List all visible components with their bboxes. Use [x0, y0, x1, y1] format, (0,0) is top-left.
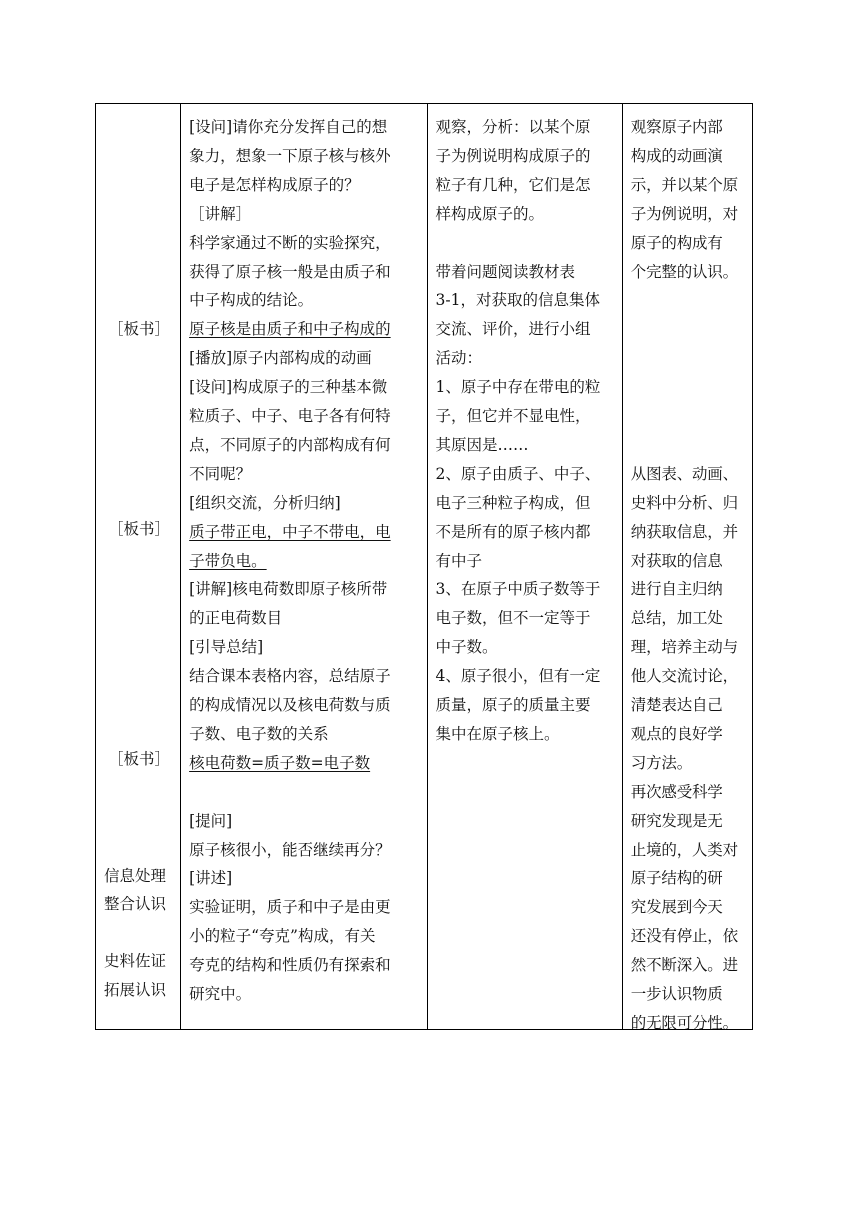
design-intent-line: 观点的良好学 — [630, 724, 723, 743]
design-intent-line: 个完整的认识。 — [630, 262, 738, 281]
design-intent-line: 清楚表达自己 — [630, 696, 723, 714]
student-activity-line: 子为例说明构成原子的 — [435, 146, 591, 165]
student-activity-line: 3、在原子中质子数等于 — [435, 580, 601, 599]
teacher-notes-column — [96, 104, 181, 1030]
design-intent-line: 止境的，人类对 — [630, 840, 738, 859]
teacher-activity-line: 中子构成的结论。 — [189, 291, 314, 310]
student-activity-line: 观察，分析：以某个原 — [435, 118, 591, 136]
design-intent-line: 子为例说明，对 — [630, 204, 738, 223]
teacher-activity-line: 原子核是由质子和中子构成的 — [189, 320, 391, 339]
teacher-activity-line: 质子带正电，中子不带电，电 — [189, 522, 391, 541]
teacher-activity-column — [181, 104, 427, 1030]
design-intent-line: 究发展到今天 — [630, 898, 723, 917]
student-activity-line: 样构成原子的。 — [435, 204, 545, 223]
teacher-activity-line: [设问]请你充分发挥自己的想 — [189, 118, 388, 136]
design-intent-line: 纳获取信息，并 — [630, 522, 738, 541]
student-activity-line: 粒子有几种，它们是怎 — [435, 175, 591, 194]
design-intent-column — [622, 104, 752, 1030]
design-intent-line: 理，培养主动与 — [630, 638, 738, 657]
student-activity-line: 不是所有的原子核内都 — [435, 522, 591, 541]
competency-label: 整合认识 — [104, 895, 167, 913]
student-activity-line: 交流、评价，进行小组 — [435, 320, 591, 339]
design-intent-line: 原子的构成有 — [630, 233, 723, 252]
teacher-activity-line: [播放]原子内部构成的动画 — [189, 349, 372, 368]
student-activity-line: 2、原子由质子、中子、 — [435, 464, 601, 483]
student-activity-line: 3-1，对获取的信息集体 — [435, 291, 600, 310]
design-intent-line: 史料中分析、归 — [630, 493, 738, 512]
student-activity-line: 其原因是…… — [435, 435, 529, 454]
design-intent-line: 一步认识物质 — [630, 985, 723, 1003]
student-activity-line: 电子数，但不一定等于 — [435, 609, 591, 628]
lesson-plan-table — [95, 103, 753, 1030]
student-activity-line: 电子三种粒子构成，但 — [435, 493, 591, 512]
board-note-label: ［板书］ — [108, 320, 171, 338]
teacher-activity-line: 科学家通过不断的实验探究， — [189, 233, 391, 252]
student-activity-line: 质量，原子的质量主要 — [435, 696, 591, 714]
teacher-activity-line: 子数、电子数的关系 — [189, 724, 329, 743]
teacher-activity-line: 电子是怎样构成原子的？ — [189, 175, 360, 194]
design-intent-line: 的无限可分性。 — [630, 1013, 738, 1032]
competency-label: 史料佐证 — [104, 952, 167, 970]
board-note-label: ［板书］ — [108, 750, 171, 768]
design-intent-line: 还没有停止，依 — [630, 927, 738, 946]
design-intent-line: 观察原子内部 — [630, 118, 723, 136]
teacher-activity-line: 子带负电。 — [189, 551, 267, 570]
design-intent-line: 再次感受科学 — [630, 782, 723, 801]
teacher-activity-line: 小的粒子“夸克”构成，有关 — [189, 927, 376, 946]
design-intent-line: 构成的动画演 — [630, 146, 723, 165]
teacher-activity-line: [提问] — [189, 811, 233, 830]
design-intent-line: 进行自主归纳 — [630, 580, 723, 599]
teacher-activity-line: 获得了原子核一般是由质子和 — [189, 262, 391, 281]
board-note-label: ［板书］ — [108, 520, 171, 538]
teacher-activity-line: [组织交流，分析归纳] — [189, 493, 341, 512]
teacher-activity-line: 实验证明，质子和中子是由更 — [189, 898, 391, 917]
student-activity-line: 带着问题阅读教材表 — [435, 262, 576, 281]
competency-label: 拓展认识 — [104, 981, 167, 999]
teacher-activity-line: 不同呢？ — [189, 464, 252, 483]
teacher-activity-line: 的正电荷数目 — [189, 609, 283, 628]
design-intent-line: 示，并以某个原 — [630, 175, 738, 194]
student-activity-line: 1、原子中存在带电的粒 — [435, 378, 601, 397]
student-activity-column — [427, 104, 622, 1030]
teacher-activity-line: 研究中。 — [189, 985, 252, 1003]
teacher-activity-line: 粒质子、中子、电子各有何特 — [189, 407, 391, 425]
teacher-activity-line: 象力，想象一下原子核与核外 — [189, 146, 391, 165]
student-activity-line: 4、原子很小，但有一定 — [435, 667, 601, 686]
teacher-activity-line: 点，不同原子的内部构成有何 — [189, 435, 391, 454]
student-activity-line: 集中在原子核上。 — [435, 724, 560, 743]
teacher-activity-line: [设问]构成原子的三种基本微 — [189, 378, 388, 397]
design-intent-line: 总结，加工处 — [630, 609, 723, 628]
design-intent-line: 研究发现是无 — [630, 811, 723, 830]
design-intent-line: 原子结构的研 — [630, 869, 723, 888]
design-intent-line: 然不断深入。进 — [630, 956, 738, 975]
student-activity-line: 中子数。 — [435, 638, 498, 657]
design-intent-line: 从图表、动画、 — [630, 464, 738, 483]
design-intent-line: 对获取的信息 — [630, 551, 723, 570]
design-intent-line: 他人交流讨论， — [630, 667, 738, 686]
student-activity-line: 子，但它并不显电性， — [435, 407, 591, 425]
teacher-activity-line: 原子核很小，能否继续再分？ — [189, 840, 391, 859]
teacher-activity-line: [引导总结] — [189, 638, 264, 657]
teacher-activity-line: ［讲解］ — [189, 204, 252, 223]
student-activity-line: 活动： — [435, 349, 483, 368]
design-intent-line: 习方法。 — [630, 753, 692, 772]
teacher-activity-line: 结合课本表格内容，总结原子 — [189, 667, 391, 686]
student-activity-line: 有中子 — [435, 551, 483, 570]
competency-label: 信息处理 — [104, 867, 167, 885]
teacher-activity-line: 的构成情况以及核电荷数与质 — [189, 696, 391, 714]
teacher-activity-line: [讲述] — [189, 869, 233, 888]
teacher-activity-line: 夸克的结构和性质仍有探索和 — [189, 956, 391, 975]
teacher-activity-line: [讲解]核电荷数即原子核所带 — [189, 580, 388, 599]
teacher-activity-line: 核电荷数=质子数=电子数 — [189, 753, 371, 772]
